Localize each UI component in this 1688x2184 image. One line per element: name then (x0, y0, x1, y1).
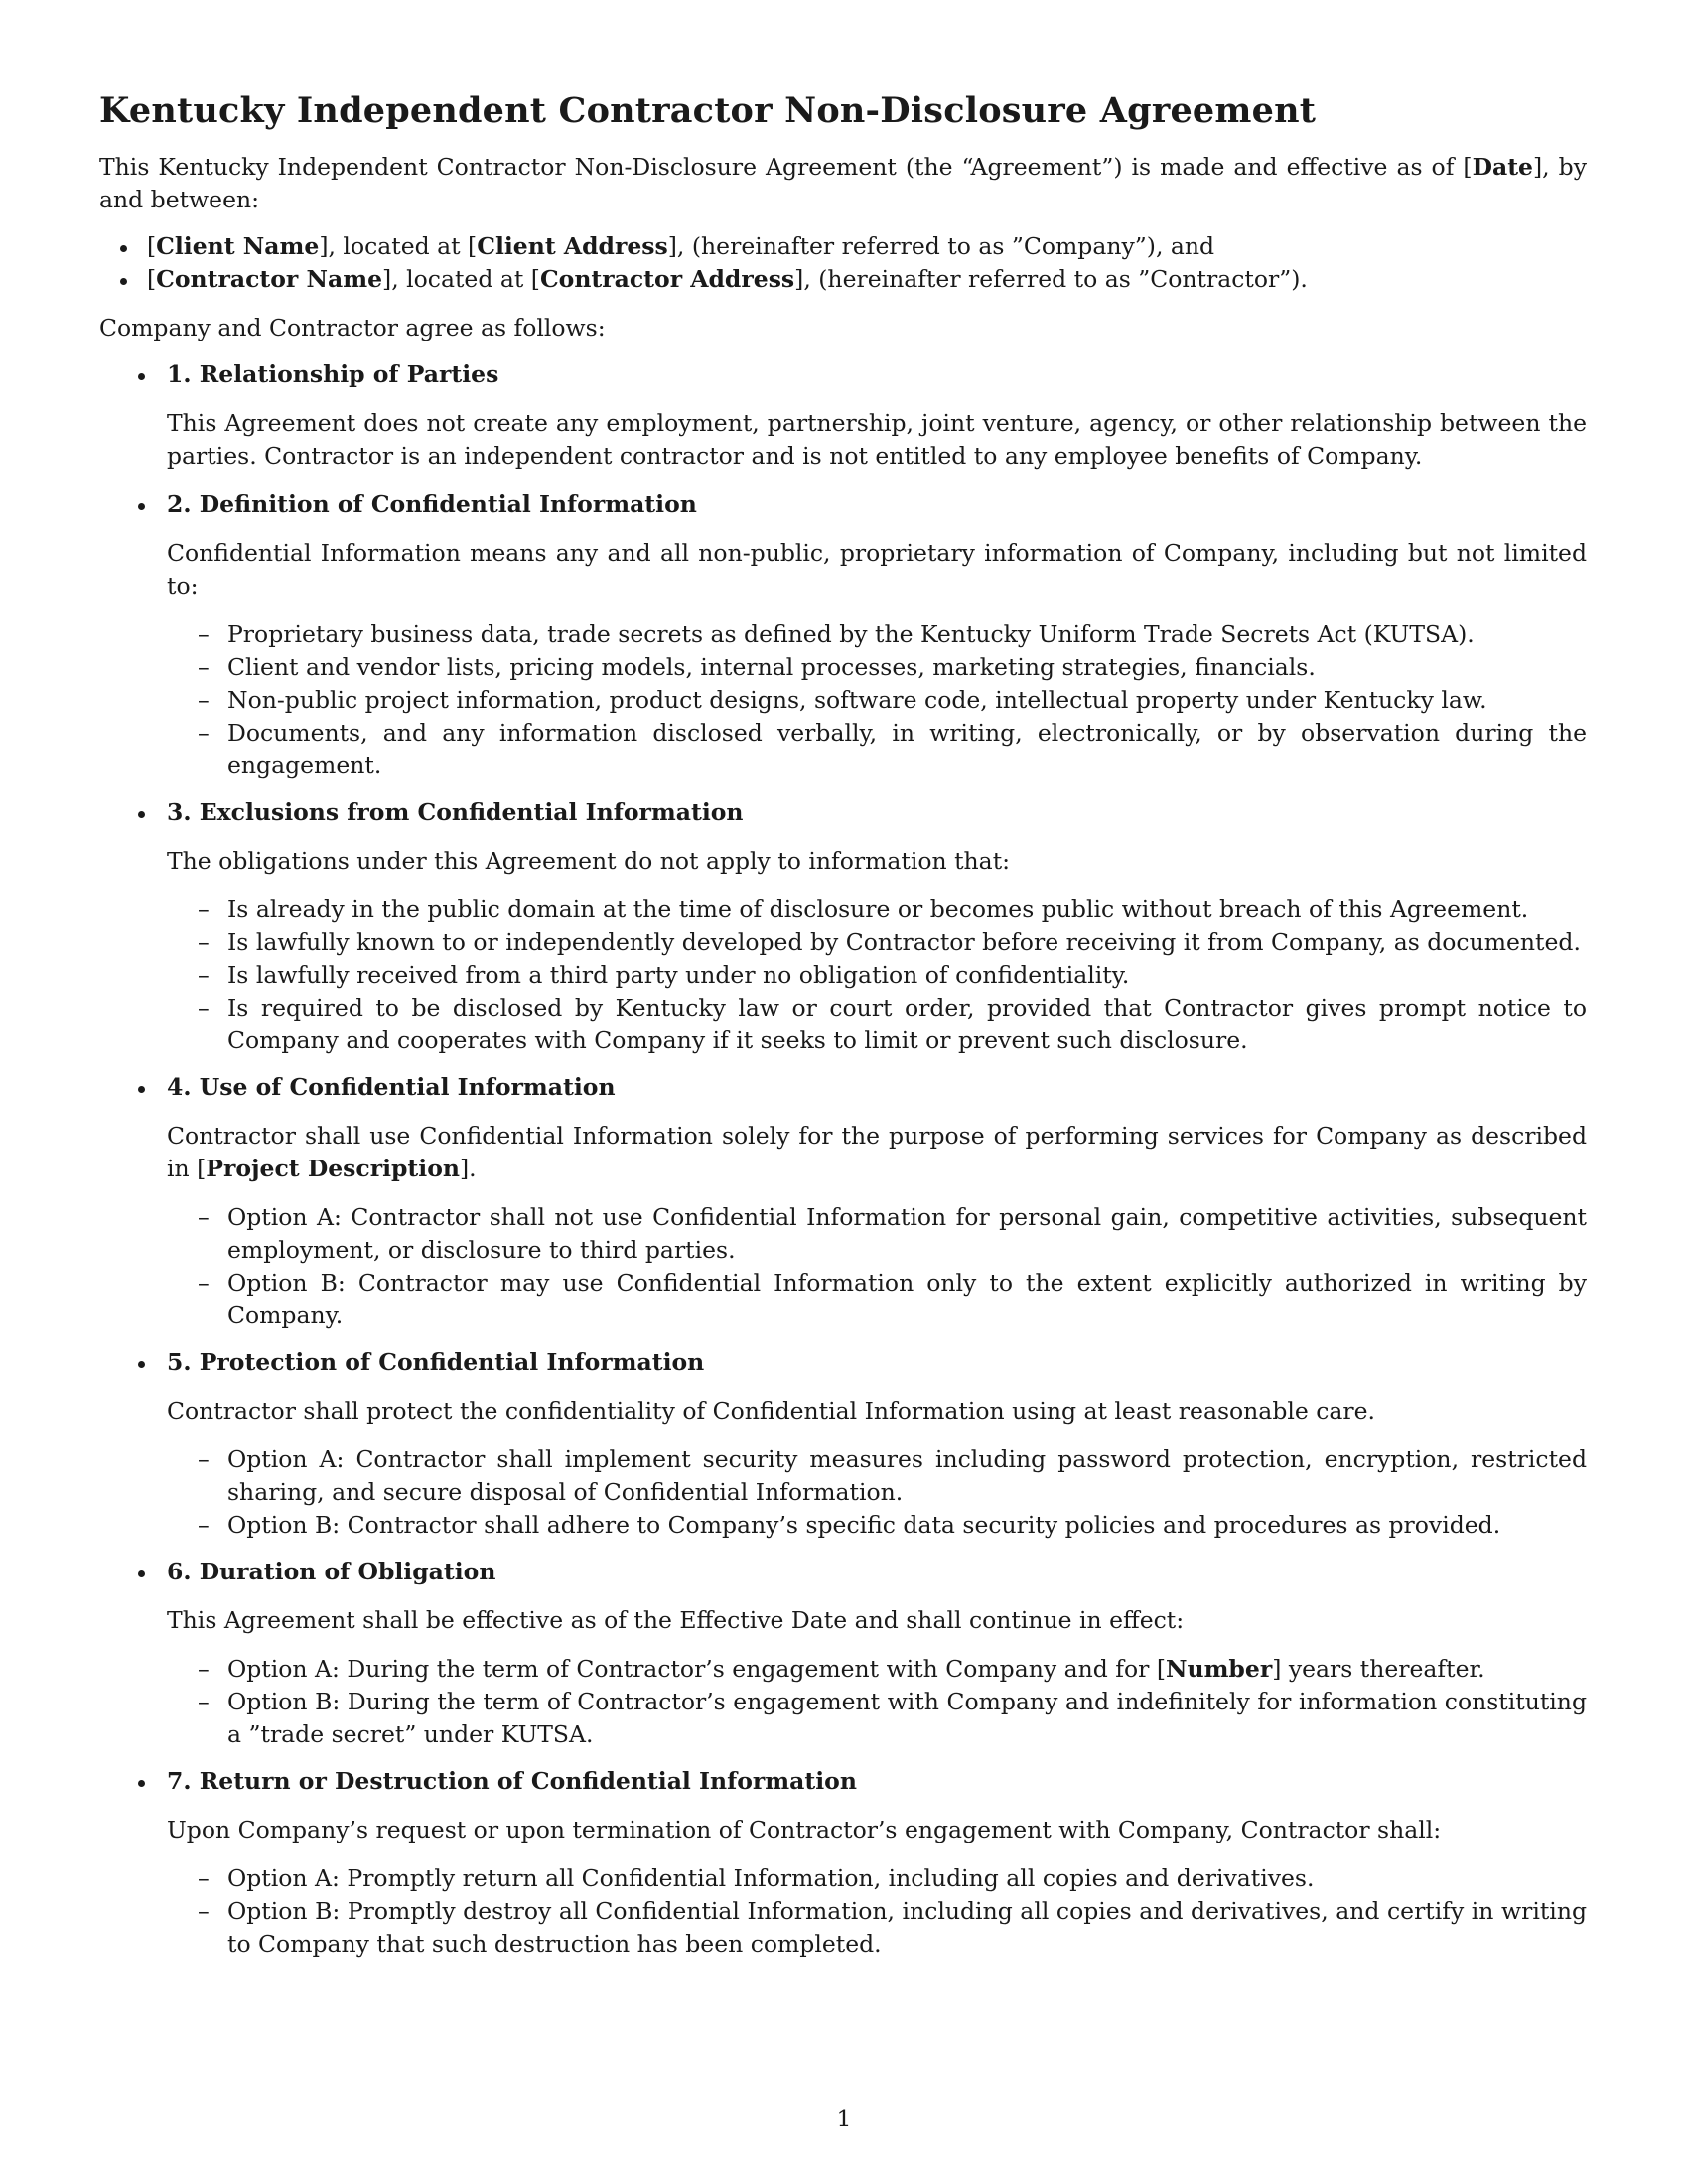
section-title: 3. Exclusions from Confidential Information (167, 798, 744, 826)
dash-icon: – (198, 928, 210, 956)
contractor-address-placeholder: Contractor Address (539, 265, 795, 293)
party-text: ], located at [ (319, 232, 478, 260)
dash-icon: – (198, 1688, 210, 1715)
item-text: Proprietary business data, trade secrets as defined by the Kentucky Uniform Trade Secrets Act (KUTSA). (227, 620, 1475, 648)
list-item (198, 1443, 1587, 1509)
item-text: Option B: During the term of Contractor’s engagement with Company and indefinitely for information constituting a ”trade secret” under KUTSA. (227, 1688, 1587, 1748)
section-use (99, 1071, 1587, 1332)
section-relationship (99, 358, 1587, 473)
dash-icon: – (198, 653, 210, 681)
item-text: Option A: During the term of Contractor’s engagement with Company and for [ (227, 1655, 1166, 1683)
list-item (198, 1686, 1587, 1751)
dash-icon: – (198, 686, 210, 714)
list-item (198, 1201, 1587, 1267)
list-item (198, 1862, 1587, 1895)
dash-icon: – (198, 620, 210, 648)
list-item (198, 1267, 1587, 1332)
item-text: Option B: Contractor shall adhere to Company’s specific data security policies and procedures as provided. (227, 1511, 1501, 1539)
bullet-icon (138, 1570, 145, 1577)
section-definition (99, 488, 1587, 782)
dash-icon: – (198, 961, 210, 989)
section-body: Contractor shall protect the confidentiality of Confidential Information using at least reasonable care. (167, 1397, 1376, 1425)
section-title: 6. Duration of Obligation (167, 1558, 496, 1585)
item-text: Option B: Contractor may use Confidential Information only to the extent explicitly authorized in writing by Company. (227, 1269, 1587, 1329)
bracket: [ (147, 232, 157, 260)
item-text: Is required to be disclosed by Kentucky law or court order, provided that Contractor gives prompt notice to Company and cooperates with Company if it seeks to limit or prevent such disclosure. (227, 994, 1587, 1054)
dash-icon: – (198, 895, 210, 923)
body-text-end: ]. (459, 1155, 477, 1182)
intro-text-end: ], by and between: (99, 153, 1587, 213)
section-body: This Agreement shall be effective as of the Effective Date and shall continue in effect: (167, 1606, 1185, 1634)
body-text: Contractor shall use Confidential Information solely for the purpose of performing services for Company as described in [ (167, 1122, 1587, 1182)
bracket: [ (147, 265, 157, 293)
bullet-icon (138, 1780, 145, 1787)
item-text: Client and vendor lists, pricing models, internal processes, marketing strategies, financials. (227, 653, 1316, 681)
section-return-destruction (99, 1765, 1587, 1961)
section-title: 5. Protection of Confidential Information (167, 1348, 705, 1376)
party-text: ], (hereinafter referred to as ”Company”), and (667, 232, 1215, 260)
item-text: Non-public project information, product designs, software code, intellectual property under Kentucky law. (227, 686, 1487, 714)
list-item (198, 893, 1587, 926)
bullet-icon (138, 1361, 145, 1368)
number-placeholder: Number (1166, 1655, 1273, 1683)
party-text: ], located at [ (382, 265, 540, 293)
section-body: Confidential Information means any and all non-public, proprietary information of Company, including but not limited to: (167, 539, 1587, 600)
item-text: Documents, and any information disclosed verbally, in writing, electronically, or by observation during the engagement. (227, 719, 1587, 779)
sub-list (167, 1201, 1587, 1332)
agree-line: Company and Contractor agree as follows: (99, 314, 606, 341)
list-item (198, 651, 1587, 684)
list-item (198, 992, 1587, 1057)
bullet-icon (138, 1086, 145, 1093)
item-text: Is lawfully received from a third party under no obligation of confidentiality. (227, 961, 1130, 989)
item-text: Option B: Promptly destroy all Confidential Information, including all copies and derivatives, and certify in writing to Company that such destruction has been completed. (227, 1897, 1587, 1958)
document-page (99, 87, 1587, 1975)
section-body: This Agreement does not create any employment, partnership, joint venture, agency, or other relationship between the parties. Contractor is an independent contractor and is not entitled to any employee benefits of Company. (167, 409, 1587, 470)
date-placeholder: Date (1472, 153, 1534, 181)
intro-paragraph (99, 151, 1587, 216)
dash-icon: – (198, 1269, 210, 1297)
section-exclusions (99, 796, 1587, 1057)
list-item (198, 1509, 1587, 1542)
dash-icon: – (198, 1897, 210, 1925)
item-text: Option A: Contractor shall implement security measures including password protection, encryption, restricted sharing, and secure disposal of Confidential Information. (227, 1445, 1587, 1506)
bullet-icon (138, 373, 145, 380)
section-title: 7. Return or Destruction of Confidential Information (167, 1767, 857, 1795)
list-item (198, 717, 1587, 782)
section-title: 2. Definition of Confidential Information (167, 490, 697, 518)
item-text: Is lawfully known to or independently developed by Contractor before receiving it from Company, as documented. (227, 928, 1581, 956)
item-text: Option A: Contractor shall not use Confidential Information for personal gain, competitive activities, subsequent employment, or disclosure to third parties. (227, 1203, 1587, 1264)
sections-list (99, 358, 1587, 1961)
list-item (198, 926, 1587, 959)
item-text: Is already in the public domain at the time of disclosure or becomes public without breach of this Agreement. (227, 895, 1529, 923)
party-contractor (147, 263, 1587, 296)
sub-list (167, 618, 1587, 782)
dash-icon: – (198, 1655, 210, 1683)
sub-list (167, 1653, 1587, 1751)
dash-icon: – (198, 1445, 210, 1473)
client-address-placeholder: Client Address (477, 232, 668, 260)
dash-icon: – (198, 1511, 210, 1539)
client-name-placeholder: Client Name (156, 232, 320, 260)
section-body (167, 1120, 1587, 1185)
list-item (198, 959, 1587, 992)
sub-list (167, 893, 1587, 1057)
dash-icon: – (198, 994, 210, 1022)
list-item (198, 618, 1587, 651)
sub-list (167, 1443, 1587, 1542)
section-title: 4. Use of Confidential Information (167, 1073, 616, 1101)
page-number: 1 (836, 2105, 852, 2132)
sub-list (167, 1862, 1587, 1961)
section-protection (99, 1346, 1587, 1542)
bullet-icon (138, 503, 145, 510)
contractor-name-placeholder: Contractor Name (156, 265, 383, 293)
list-item (198, 1653, 1587, 1686)
section-body: The obligations under this Agreement do not apply to information that: (167, 847, 1011, 875)
item-text-end: ] years thereafter. (1272, 1655, 1485, 1683)
party-text: ], (hereinafter referred to as ”Contractor”). (794, 265, 1308, 293)
section-duration (99, 1556, 1587, 1751)
dash-icon: – (198, 1203, 210, 1231)
dash-icon: – (198, 1864, 210, 1892)
dash-icon: – (198, 719, 210, 747)
section-body: Upon Company’s request or upon termination of Contractor’s engagement with Company, Contractor shall: (167, 1816, 1442, 1843)
document-title: Kentucky Independent Contractor Non-Disclosure Agreement (99, 90, 1317, 131)
bullet-icon (138, 811, 145, 818)
list-item (198, 1895, 1587, 1961)
list-item (198, 684, 1587, 717)
intro-text: This Kentucky Independent Contractor Non-Disclosure Agreement (the “Agreement”) is made and effective as of [ (99, 153, 1473, 181)
section-title: 1. Relationship of Parties (167, 360, 499, 388)
party-client (147, 230, 1587, 263)
parties-list (99, 230, 1587, 296)
item-text: Option A: Promptly return all Confidential Information, including all copies and derivatives. (227, 1864, 1315, 1892)
project-description-placeholder: Project Description (206, 1155, 460, 1182)
